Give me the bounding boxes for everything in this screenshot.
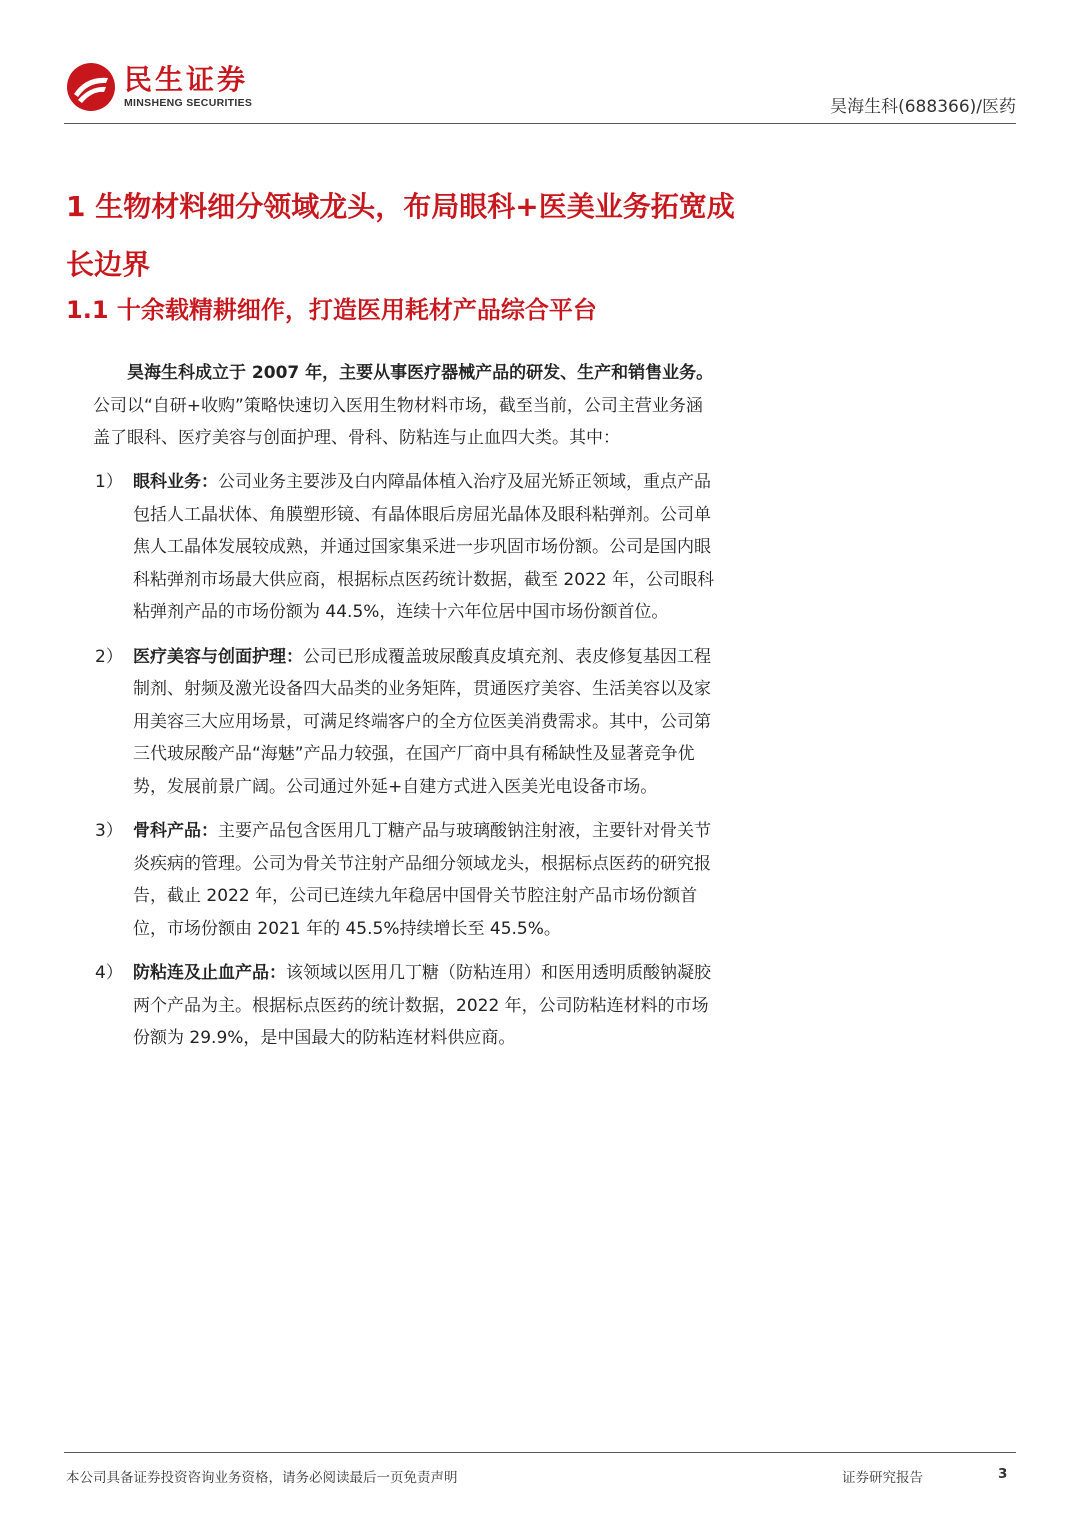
logo-english-name: MINSHENG SECURITIES [124,97,253,109]
list-item [95,641,715,804]
list-item [95,815,715,945]
intro-paragraph [93,357,715,455]
section-title: 1 生物材料细分领域龙头，布局眼科+医美业务拓宽成长边界 [66,190,735,281]
list-item-title: 医疗美容与创面护理： [133,646,303,667]
list-item-number: 4） [95,963,123,983]
list-item-text: 该领域以医用几丁糖（防粘连用）和医用透明质酸钠凝胶两个产品为主。根据标点医药的统计数据，2022 年，公司防粘连材料的市场份额为 29.9%，是中国最大的防粘连材料供应商。 [133,963,711,1048]
list-item-text: 公司已形成覆盖玻尿酸真皮填充剂、表皮修复基因工程制剂、射频及激光设备四大品类的业务矩阵，贯通医疗美容、生活美容以及家用美容三大应用场景，可满足终端客户的全方位医美消费需求。其中，公司第三代玻尿酸产品“海魅”产品力较强，在国产厂商中具有稀缺性及显著竞争优势，发展前景广阔。公司通过外延+自建方式进入医美光电设备市场。 [133,646,711,797]
list-item [95,466,715,629]
intro-lead: 昊海生科成立于 2007 年，主要从事医疗器械产品的研发、生产和销售业务。 [127,363,714,383]
list-item-text: 主要产品包含医用几丁糖产品与玻璃酸钠注射液，主要针对骨关节炎疾病的管理。公司为骨关节注射产品细分领域龙头，根据标点医药的研究报告，截止 2022 年，公司已连续九年稳居中国骨关节腔注射产品市场份额首位，市场份额由 2021 年的 45.5%持续增长至 45.5%。 [133,821,711,939]
list-item-number: 3） [95,821,123,841]
list-item-title: 骨科产品： [133,821,218,841]
list-item [95,957,715,1055]
business-list [95,466,715,1067]
minsheng-logo-icon [66,62,116,112]
page-number: 3 [998,1466,1008,1482]
list-item-text: 公司业务主要涉及白内障晶体植入治疗及屈光矫正领域，重点产品包括人工晶状体、角膜塑形镜、有晶体眼后房屈光晶体及眼科粘弹剂。公司单焦人工晶体发展较成熟，并通过国家集采进一步巩固市场份额。公司是国内眼科粘弹剂市场最大供应商，根据标点医药统计数据，截至 2022 年，公司眼科粘弹剂产品的市场份额为 44.5%，连续十六年位居中国市场份额首位。 [133,472,715,622]
footer-report-type: 证券研究报告 [842,1470,923,1486]
list-item-title: 眼科业务： [133,472,218,492]
header-divider [64,123,1016,124]
logo-chinese-name: 民生证券 [124,63,249,96]
list-item-number: 2） [95,646,123,667]
list-item-title: 防粘连及止血产品： [133,963,286,983]
list-item-number: 1） [95,472,123,492]
report-label: 昊海生科(688366)/医药 [830,97,1016,117]
footer-divider [64,1452,1016,1453]
section-subtitle: 1.1 十余载精耕细作，打造医用耗材产品综合平台 [66,296,597,324]
intro-rest: 公司以“自研+收购”策略快速切入医用生物材料市场，截至当前，公司主营业务涵盖了眼科、医疗美容与创面护理、骨科、防粘连与止血四大类。其中： [93,395,703,448]
company-logo [66,62,252,112]
footer-disclaimer: 本公司具备证券投资咨询业务资格，请务必阅读最后一页免责声明 [66,1470,458,1486]
